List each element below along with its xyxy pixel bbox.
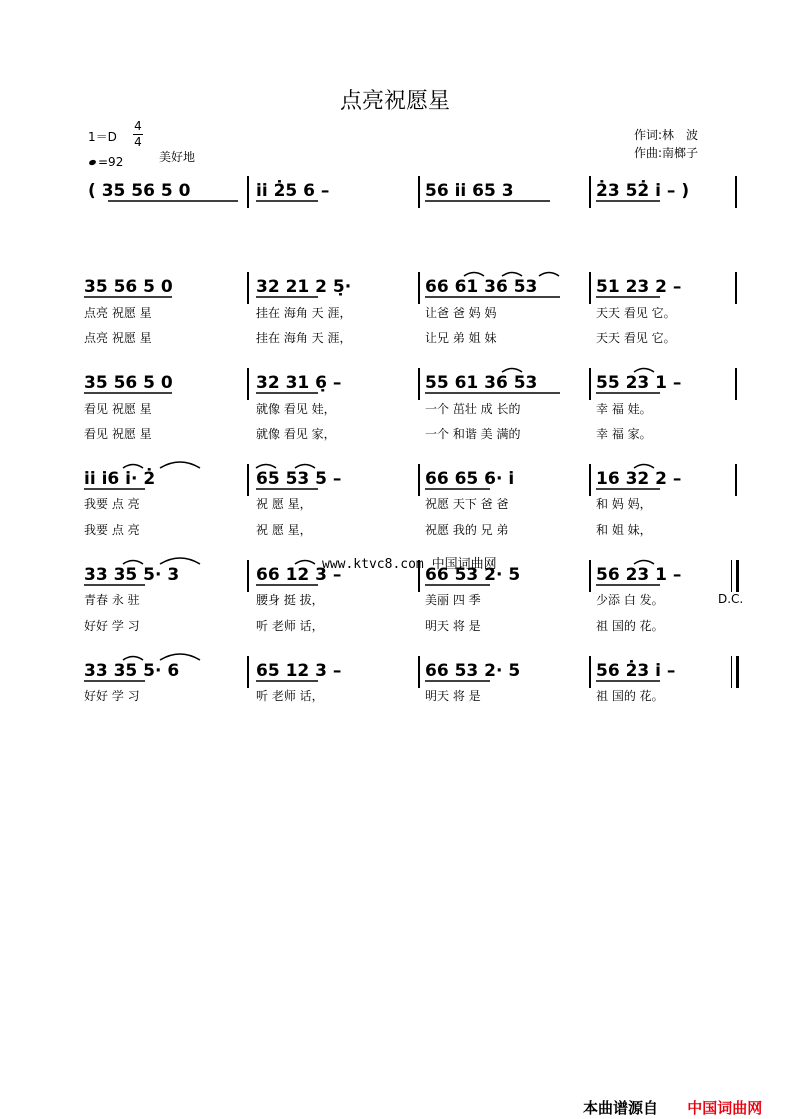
slur bbox=[634, 369, 654, 373]
measure: 65 53 5 – bbox=[256, 469, 342, 489]
lyric-verse-2: 和 姐 妹， bbox=[596, 523, 652, 537]
lyric-verse-1: 好好 学 习 bbox=[84, 689, 140, 703]
lyric-verse-1: 我要 点 亮 bbox=[84, 497, 140, 511]
lyricist-credit: 作词:林 波 bbox=[634, 128, 699, 142]
measure: 66 61 36 53 bbox=[425, 277, 538, 297]
watermark-text: www.ktvc8.com 中国词曲网 bbox=[322, 557, 497, 572]
composer-credit: 作曲:南榔子 bbox=[634, 146, 699, 160]
lyric-verse-2: 祝愿 我的 兄 弟 bbox=[425, 523, 509, 537]
measure: 32 31 6̣ – bbox=[256, 373, 342, 393]
measure: 66 65 6· i̇ bbox=[425, 469, 515, 489]
measure: 66 12 3 – bbox=[256, 565, 342, 585]
lyric-verse-2: 看见 祝愿 星 bbox=[84, 427, 152, 441]
measure: 32 21 2 5̣· bbox=[256, 277, 352, 297]
lyric-verse-1: 听 老师 话， bbox=[256, 689, 324, 703]
lyric-verse-2: 好好 学 习 bbox=[84, 619, 140, 633]
slur bbox=[160, 462, 200, 468]
measure: ( 35 56 5 0 bbox=[88, 181, 191, 201]
lyric-verse-1: 和 妈 妈， bbox=[596, 497, 652, 511]
lyric-verse-1: 看见 祝愿 星 bbox=[84, 402, 152, 416]
lyric-verse-2: 就像 看见 家， bbox=[256, 427, 336, 441]
time-signature-top: 4 bbox=[134, 119, 142, 133]
lyric-verse-2: 让兄 弟 姐 妹 bbox=[425, 331, 497, 345]
lyric-verse-1: 天天 看见 它。 bbox=[596, 306, 676, 320]
slur bbox=[634, 561, 654, 565]
measure: 55 23 1 – bbox=[596, 373, 682, 393]
lyric-verse-2: 幸 福 家。 bbox=[596, 427, 652, 441]
measure: 51 23 2 – bbox=[596, 277, 682, 297]
measure: 2̇3 52̇ i̇ – ) bbox=[596, 181, 690, 201]
lyric-verse-1: 幸 福 娃。 bbox=[596, 402, 652, 416]
footer-prefix: 本曲谱源自 bbox=[583, 1099, 659, 1117]
time-signature-bottom: 4 bbox=[134, 135, 142, 149]
lyric-verse-1: 祝愿 天下 爸 爸 bbox=[425, 497, 509, 511]
lyric-verse-1: 让爸 爸 妈 妈 bbox=[425, 306, 497, 320]
footer-site-link[interactable]: 中国词曲网 bbox=[687, 1099, 763, 1117]
lyric-verse-2: 我要 点 亮 bbox=[84, 523, 140, 537]
slur bbox=[502, 273, 522, 277]
slur bbox=[295, 465, 315, 469]
lyric-verse-1: 祖 国的 花。 bbox=[596, 689, 664, 703]
lyric-verse-1: 明天 将 是 bbox=[425, 689, 481, 703]
slur bbox=[160, 654, 200, 660]
measure: 35 56 5 0 bbox=[84, 373, 173, 393]
lyric-verse-2: 一个 和谐 美 满的 bbox=[425, 427, 521, 441]
measure: 66 53 2· 5 bbox=[425, 565, 521, 585]
tempo-marking: =92 bbox=[98, 155, 124, 169]
measure: 65 12 3 – bbox=[256, 661, 342, 681]
measure: 56 23 1 – bbox=[596, 565, 682, 585]
measure: 55 61 36 53 bbox=[425, 373, 538, 393]
measure: 33 35 5· 3 bbox=[84, 565, 180, 585]
lyric-verse-2: 点亮 祝愿 星 bbox=[84, 331, 152, 345]
slur bbox=[123, 561, 143, 565]
slur bbox=[539, 273, 559, 277]
lyric-verse-2: 听 老师 话， bbox=[256, 619, 324, 633]
lyric-verse-1: 点亮 祝愿 星 bbox=[84, 306, 152, 320]
slur bbox=[160, 558, 200, 564]
measure: 35 56 5 0 bbox=[84, 277, 173, 297]
slur bbox=[502, 369, 522, 373]
measure: i̇i̇ 2̇5 6 – bbox=[256, 181, 330, 201]
lyric-verse-2: 天天 看见 它。 bbox=[596, 331, 676, 345]
slur bbox=[295, 561, 315, 565]
lyric-verse-1: 少添 白 发。 bbox=[596, 593, 664, 607]
lyric-verse-1: 挂在 海角 天 涯， bbox=[256, 306, 352, 320]
lyric-verse-2: 祖 国的 花。 bbox=[596, 619, 664, 633]
lyric-verse-1: 青春 永 驻 bbox=[84, 593, 140, 607]
expression-marking: 美好地 bbox=[159, 150, 196, 164]
measure: 66 53 2· 5 bbox=[425, 661, 521, 681]
da-capo-mark: D.C. bbox=[718, 592, 744, 606]
lyric-verse-1: 祝 愿 星， bbox=[256, 497, 312, 511]
slur bbox=[464, 273, 484, 277]
measure: 33 35 5· 6 bbox=[84, 661, 180, 681]
measure: 56 2̇3 i̇ – bbox=[596, 661, 676, 681]
measure: 56 i̇i̇ 65 3 bbox=[425, 181, 514, 201]
slur bbox=[123, 657, 143, 661]
lyric-verse-1: 美丽 四 季 bbox=[425, 593, 481, 607]
lyric-verse-2: 明天 将 是 bbox=[425, 619, 481, 633]
key-signature: 1＝D bbox=[88, 130, 117, 144]
lyric-verse-2: 挂在 海角 天 涯， bbox=[256, 331, 352, 345]
lyric-verse-1: 腰身 挺 拔， bbox=[256, 593, 324, 607]
measure: 16 32 2 – bbox=[596, 469, 682, 489]
song-title: 点亮祝愿星 bbox=[339, 89, 450, 114]
slur bbox=[256, 465, 276, 469]
slur bbox=[123, 465, 143, 469]
footer-source bbox=[583, 1097, 762, 1118]
lyric-verse-1: 一个 茁壮 成 长的 bbox=[425, 402, 521, 416]
measure: i̇i̇ i̇6 i̇· 2̇ bbox=[84, 469, 156, 489]
lyric-verse-2: 祝 愿 星， bbox=[256, 523, 312, 537]
slur bbox=[634, 465, 654, 469]
lyric-verse-1: 就像 看见 娃， bbox=[256, 402, 336, 416]
